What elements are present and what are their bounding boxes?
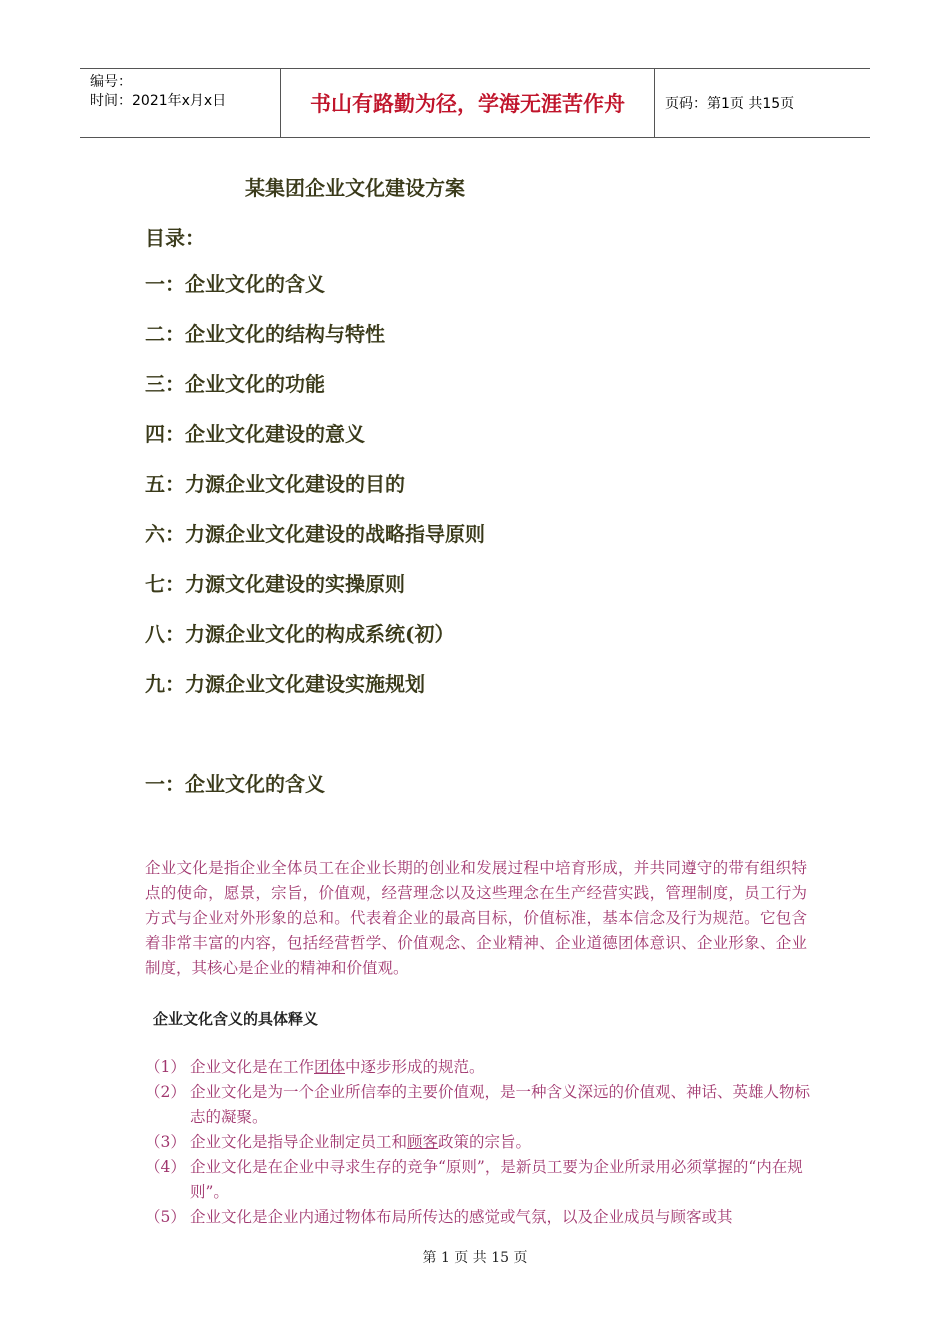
number-label: 编号： <box>90 74 132 90</box>
page-header <box>80 68 870 138</box>
time-label: 时间：2021年x月x日 <box>90 93 227 109</box>
toc-item: 一：企业文化的含义 <box>145 272 325 296</box>
item-number: （3） <box>145 1133 186 1151</box>
list-item <box>145 1130 810 1155</box>
toc-item: 六：力源企业文化建设的战略指导原则 <box>145 522 485 546</box>
item-text: 企业文化是指导企业制定员工和 <box>190 1133 408 1151</box>
item-number: （1） <box>145 1058 186 1076</box>
list-item <box>145 1055 810 1080</box>
table-of-contents <box>145 270 485 720</box>
toc-item: 四：企业文化建设的意义 <box>145 422 365 446</box>
item-link[interactable]: 顾客 <box>407 1133 439 1151</box>
list-item <box>145 1080 810 1130</box>
toc-item: 五：力源企业文化建设的目的 <box>145 472 405 496</box>
page-footer: 第 1 页 共 15 页 <box>422 1250 528 1266</box>
toc-label: 目录： <box>145 226 205 250</box>
section-paragraph: 企业文化是指企业全体员工在企业长期的创业和发展过程中培育形成，并共同遵守的带有组织特点的使命，愿景，宗旨，价值观，经营理念以及这些理念在生产经营实践，管理制度，员工行为方式与企业对外形象的总和。代表着企业的最高目标，价值标准，基本信念及行为规范。它包含着非常丰富的内容，包括经营哲学、价值观念、企业精神、企业道德团体意识、企业形象、企业制度，其核心是企业的精神和价值观。 <box>145 859 807 977</box>
header-motto: 书山有路勤为径，学海无涯苦作舟 <box>281 69 655 137</box>
item-number: （5） <box>145 1208 186 1226</box>
header-meta <box>80 69 281 137</box>
item-link[interactable]: 团体 <box>314 1058 346 1076</box>
item-text: 企业文化是在企业中寻求生存的竞争“原则”，是新员工要为企业所录用必须掌握的“内在规则”。 <box>190 1158 803 1201</box>
document-title: 某集团企业文化建设方案 <box>245 176 465 200</box>
definition-list <box>145 1055 810 1230</box>
toc-item: 二：企业文化的结构与特性 <box>145 322 385 346</box>
list-item <box>145 1155 810 1205</box>
header-page-info: 页码：第1页 共15页 <box>665 96 795 112</box>
item-text: 企业文化是为一个企业所信奉的主要价值观，是一种含义深远的价值观、神话、英雄人物标志的凝聚。 <box>190 1083 811 1126</box>
item-number: （4） <box>145 1158 186 1176</box>
toc-item: 七：力源文化建设的实操原则 <box>145 572 405 596</box>
item-text: 企业文化是在工作 <box>190 1058 315 1076</box>
toc-item: 九：力源企业文化建设实施规划 <box>145 672 425 696</box>
toc-item: 三：企业文化的功能 <box>145 372 325 396</box>
item-number: （2） <box>145 1083 186 1101</box>
item-text: 政策的宗旨。 <box>438 1133 532 1151</box>
section-heading: 一：企业文化的含义 <box>145 772 325 796</box>
toc-item: 八：力源企业文化的构成系统(初） <box>145 622 455 646</box>
list-item <box>145 1205 810 1230</box>
item-text: 企业文化是企业内通过物体布局所传达的感觉或气氛，以及企业成员与顾客或其 <box>190 1208 733 1226</box>
item-text: 中逐步形成的规范。 <box>345 1058 485 1076</box>
subheading: 企业文化含义的具体释义 <box>153 1010 319 1028</box>
